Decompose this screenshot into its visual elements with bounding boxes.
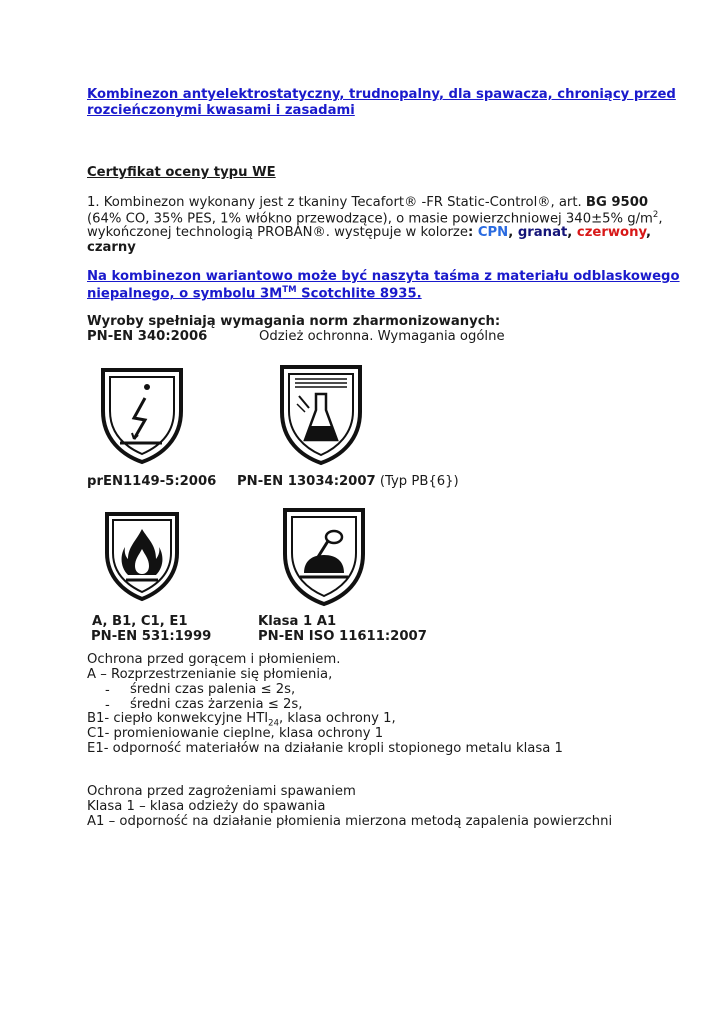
heat-flame-icon [104,511,180,603]
heat-class-b1: B1- ciepło konwekcyjne $HTI_{24}$, klasa ochrony 1, [87,711,396,729]
norm-iso11611-label: PN-EN ISO 11611:2007 [258,629,427,644]
bullet-dash: - [105,683,110,698]
norm-iso11611-classes: Klasa 1 A1 [258,614,337,629]
description-line-3: wykończonej technologią PROBAN®. występuje w kolorze: CPN, granat, czerwony, [87,225,652,240]
heat-class-e1: E1- odporność materiałów na działanie kropli stopionego metalu klasa 1 [87,741,563,756]
norm-en531-label: PN-EN 531:1999 [91,629,212,644]
heat-glow-time: średni czas żarzenia ≤ 2s, [130,697,303,712]
heat-class-c1: C1- promieniowanie cieplne, klasa ochrony 1 [87,726,384,741]
description-line-2: (64% CO, 35% PES, 1% włókno przewodzące), o masie powierzchniowej 340±5% $g/m^2$, [87,210,663,227]
color-black: czarny [87,240,136,255]
norms-heading: Wyroby spełniają wymagania norm zharmonizowanych: [87,314,501,329]
welding-icon [282,507,366,607]
norm-en340-description: Odzież ochronna. Wymagania ogólne [259,329,505,344]
color-cpn: CPN [477,225,509,240]
welding-heading: Ochrona przed zagrożeniami spawaniem [87,784,356,799]
description-line-1: 1. Kombinezon wykonany jest z tkaniny Tecafort® -FR Static-Control®, art. BG 9500 [87,195,649,210]
color-granat: granat [517,225,568,240]
norm-en13034-label: PN-EN 13034:2007 (Typ PB{6}) [237,474,459,489]
reflective-note-line-2[interactable]: niepalnego, o symbolu 3M™ Scotchlite 8935. [87,285,422,302]
reflective-note-line-1[interactable]: Na kombinezon wariantowo może być naszyta taśma z materiału odblaskowego [87,269,680,284]
welding-class-a1: A1 – odporność na działanie płomienia mierzona metodą zapalenia powierzchni [87,814,613,829]
document-title-line-2[interactable]: rozcieńczonymi kwasami i zasadami [87,103,355,118]
norm-en340-code: PN-EN 340:2006 [87,329,208,344]
welding-class-1: Klasa 1 – klasa odzieży do spawania [87,799,326,814]
heat-class-a: A – Rozprzestrzenianie się płomienia, [87,667,333,682]
document-title-line-1[interactable]: Kombinezon antyelektrostatyczny, trudnopalny, dla spawacza, chroniący przed [87,87,676,102]
heat-protection-heading: Ochrona przed gorącem i płomieniem. [87,652,341,667]
heat-burn-time: średni czas palenia ≤ 2s, [130,682,296,697]
norm-en531-classes: A, B1, C1, E1 [92,614,188,629]
color-red: czerwony [576,225,647,240]
certificate-heading: Certyfikat oceny typu WE [87,165,276,180]
bullet-dash: - [105,698,110,713]
chemical-flask-icon [279,364,363,466]
norm-en1149-label: prEN1149-5:2006 [87,474,217,489]
antistatic-lightning-icon [100,367,184,465]
